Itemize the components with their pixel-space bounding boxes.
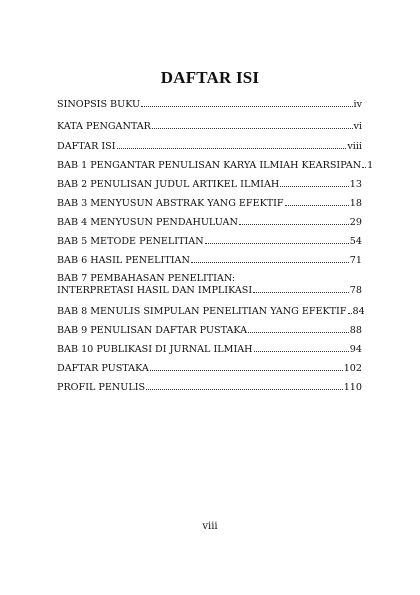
- toc-entry-daftar-pustaka[interactable]: [57, 363, 362, 375]
- toc-entry-bab-6[interactable]: [57, 255, 362, 267]
- dot-leader: [362, 167, 366, 168]
- toc-entry-daftar-isi[interactable]: [57, 141, 362, 153]
- toc-entry-page: 54: [349, 236, 362, 247]
- toc-entry-label: PROFIL PENULIS: [57, 382, 146, 393]
- toc-entry-kata-pengantar[interactable]: [57, 121, 362, 133]
- toc-entry-page: 110: [343, 382, 362, 393]
- toc-entry-page: vi: [353, 121, 362, 132]
- toc-entry-bab-10[interactable]: [57, 344, 362, 356]
- toc-entry-label: INTERPRETASI HASIL DAN IMPLIKASI: [57, 285, 253, 296]
- toc-entry-label: BAB 1 PENGANTAR PENULISAN KARYA ILMIAH KEARSIPAN: [57, 160, 362, 171]
- toc-entry-page: 94: [349, 344, 362, 355]
- toc-entry-page: 84: [352, 306, 365, 317]
- toc-entry-label: DAFTAR PUSTAKA: [57, 363, 149, 374]
- dot-leader: [152, 128, 353, 129]
- dot-leader: [117, 148, 347, 149]
- toc-entry-label: BAB 3 MENYUSUN ABSTRAK YANG EFEKTIF: [57, 198, 284, 209]
- page-title: DAFTAR ISI: [160, 68, 260, 87]
- dot-leader: [254, 351, 349, 352]
- toc-entry-page: 29: [349, 217, 362, 228]
- dot-leader: [239, 224, 349, 225]
- dot-leader: [205, 243, 349, 244]
- dot-leader: [141, 106, 352, 107]
- dot-leader: [191, 262, 349, 263]
- toc-entry-page: 18: [349, 198, 362, 209]
- toc-entry-page: iv: [353, 99, 362, 110]
- page-number-footer: viii: [202, 521, 218, 532]
- toc-entry-label: BAB 6 HASIL PENELITIAN: [57, 255, 190, 266]
- dot-leader: [285, 205, 349, 206]
- toc-entry-label: KATA PENGANTAR: [57, 121, 151, 132]
- toc-entry-label: DAFTAR ISI: [57, 141, 116, 152]
- toc-entry-bab-2[interactable]: [57, 179, 362, 191]
- toc-entry-page: 88: [349, 325, 362, 336]
- dot-leader: [146, 389, 343, 390]
- toc-entry-label: SINOPSIS BUKU: [57, 99, 141, 110]
- toc-entry-profil-penulis[interactable]: [57, 382, 362, 394]
- toc-entry-bab-7[interactable]: [57, 273, 362, 297]
- dot-leader: [248, 332, 349, 333]
- toc-entry-page: 78: [349, 285, 362, 296]
- dot-leader: [150, 370, 343, 371]
- toc-entry-page: 1: [367, 160, 374, 171]
- toc-entry-bab-9[interactable]: [57, 325, 362, 337]
- toc-entry-page: 102: [343, 363, 362, 374]
- toc-entry-sinopsis-buku[interactable]: [57, 99, 362, 111]
- toc-entry-bab-1[interactable]: [57, 160, 374, 172]
- toc-entry-bab-4[interactable]: [57, 217, 362, 229]
- toc-entry-bab-8[interactable]: [57, 306, 365, 318]
- toc-entry-page: 71: [349, 255, 362, 266]
- toc-entry-label-first-line: BAB 7 PEMBAHASAN PENELITIAN:: [57, 273, 236, 284]
- dot-leader: [280, 186, 349, 187]
- toc-entry-label: BAB 9 PENULISAN DAFTAR PUSTAKA: [57, 325, 248, 336]
- toc-entry-label: BAB 10 PUBLIKASI DI JURNAL ILMIAH: [57, 344, 253, 355]
- toc-entry-label: BAB 8 MENULIS SIMPULAN PENELITIAN YANG EFEKTIF: [57, 306, 347, 317]
- toc-entry-page: viii: [347, 141, 362, 152]
- toc-entry-page: 13: [349, 179, 362, 190]
- toc-entry-bab-5[interactable]: [57, 236, 362, 248]
- toc-entry-label: BAB 5 METODE PENELITIAN: [57, 236, 204, 247]
- toc-entry-label: BAB 4 MENYUSUN PENDAHULUAN: [57, 217, 238, 228]
- toc-entry-label: BAB 2 PENULISAN JUDUL ARTIKEL ILMIAH: [57, 179, 280, 190]
- dot-leader: [253, 292, 349, 293]
- dot-leader: [348, 313, 352, 314]
- toc-entry-bab-3[interactable]: [57, 198, 362, 210]
